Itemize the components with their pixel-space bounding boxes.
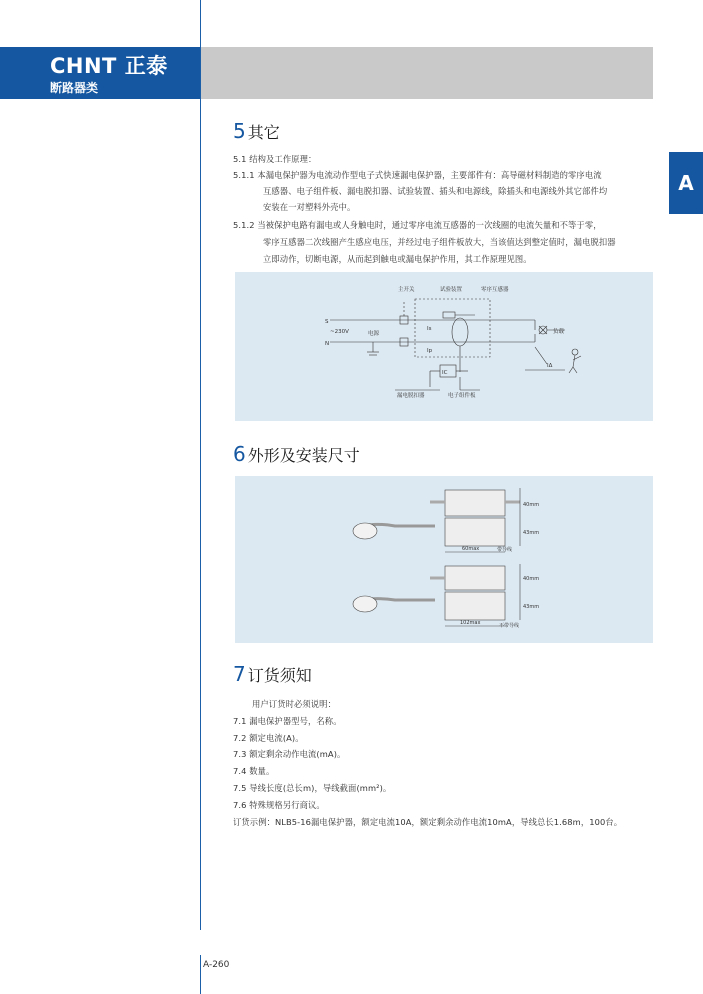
section-5-heading: 其它 (247, 123, 280, 142)
label-ip: Ip (427, 348, 433, 354)
s7-line-4: 7.3 额定剩余动作电流(mA)。 (233, 749, 346, 759)
s7-line-2: 7.1 漏电保护器型号，名称。 (233, 716, 342, 726)
section-6-number: 6 (233, 442, 246, 466)
margin-rule (200, 0, 201, 930)
s7-line-5: 7.4 数量。 (233, 766, 275, 776)
section-6-heading: 外形及安装尺寸 (247, 446, 360, 465)
label-with-ground: 带导线 (497, 547, 513, 553)
label-is: Is (427, 326, 432, 332)
page-number: A-260 (203, 960, 230, 970)
brand-logo: CHNT 正泰 (50, 54, 168, 78)
s7-line-8: 订货示例：NLB5-16漏电保护器，额定电流10A，额定剩余动作电流10mA，导线总长1.68m，100台。 (233, 817, 623, 827)
dim-43-bottom: 43mm (523, 604, 540, 610)
header-gray-bar (201, 47, 653, 99)
label-main-switch: 主开关 (398, 287, 415, 293)
section-7-number: 7 (233, 662, 246, 686)
s5-line-1: 5.1 结构及工作原理： (233, 154, 317, 164)
category-label: 断路器类 (50, 81, 99, 95)
label-n: N (325, 341, 330, 347)
dim-40-top: 40mm (523, 502, 540, 508)
label-trip: 漏电脱扣器 (397, 393, 425, 399)
section-7-title (233, 662, 312, 686)
s5-line-7: 立即动作，切断电源，从而起到触电或漏电保护作用，其工作原理见图。 (263, 254, 532, 264)
dimension-drawing (235, 476, 653, 643)
s5-line-2: 5.1.1 本漏电保护器为电流动作型电子式快速漏电保护器，主要部件有：高导磁材料制造的零序电流 (233, 170, 602, 180)
label-no-ground: 不带导线 (499, 623, 520, 629)
s5-line-3: 互感器、电子组件板、漏电脱扣器、试验装置、插头和电源线，除插头和电源线外其它部件均 (263, 186, 608, 196)
label-ic: IC (442, 370, 448, 376)
dim-40-bottom: 40mm (523, 576, 540, 582)
s7-line-6: 7.5 导线长度(总长m)，导线截面(mm²)。 (233, 783, 392, 793)
label-s: S (325, 319, 329, 325)
s5-line-4: 安装在一对塑料外壳中。 (263, 202, 356, 212)
label-test-device: 试验装置 (440, 287, 463, 293)
s5-line-6: 零序互感器二次线圈产生感应电压，并经过电子组件板放大，当该值达到整定值时，漏电脱扣器 (263, 237, 616, 247)
label-board: 电子组件板 (448, 393, 476, 399)
circuit-diagram-panel (235, 272, 653, 421)
s5-line-5: 5.1.2 当被保护电路有漏电或人身触电时，通过零序电流互感器的一次线圈的电流矢量和不等于零， (233, 220, 602, 230)
label-power: 电源 (368, 331, 380, 337)
circuit-diagram (235, 272, 653, 421)
s7-line-3: 7.2 额定电流(A)。 (233, 733, 304, 743)
dim-102max: 102max (460, 620, 481, 626)
dim-60max: 60max (462, 546, 480, 552)
section-5-number: 5 (233, 119, 246, 143)
s7-line-7: 7.6 特殊规格另行商议。 (233, 800, 325, 810)
label-zero-ct: 零序互感器 (481, 287, 509, 293)
label-voltage: ~230V (330, 329, 349, 335)
section-6-title (233, 442, 360, 466)
section-5-title (233, 119, 280, 143)
section-7-heading: 订货须知 (247, 666, 312, 685)
dim-43-top: 43mm (523, 530, 540, 536)
label-idelta: IΔ (547, 363, 553, 369)
label-load: 负载 (553, 329, 565, 335)
margin-rule-bottom (200, 955, 201, 994)
dimensions-panel (235, 476, 653, 643)
s7-line-1: 用户订货时必须说明： (252, 699, 336, 709)
side-tab-a[interactable]: A (669, 152, 703, 214)
